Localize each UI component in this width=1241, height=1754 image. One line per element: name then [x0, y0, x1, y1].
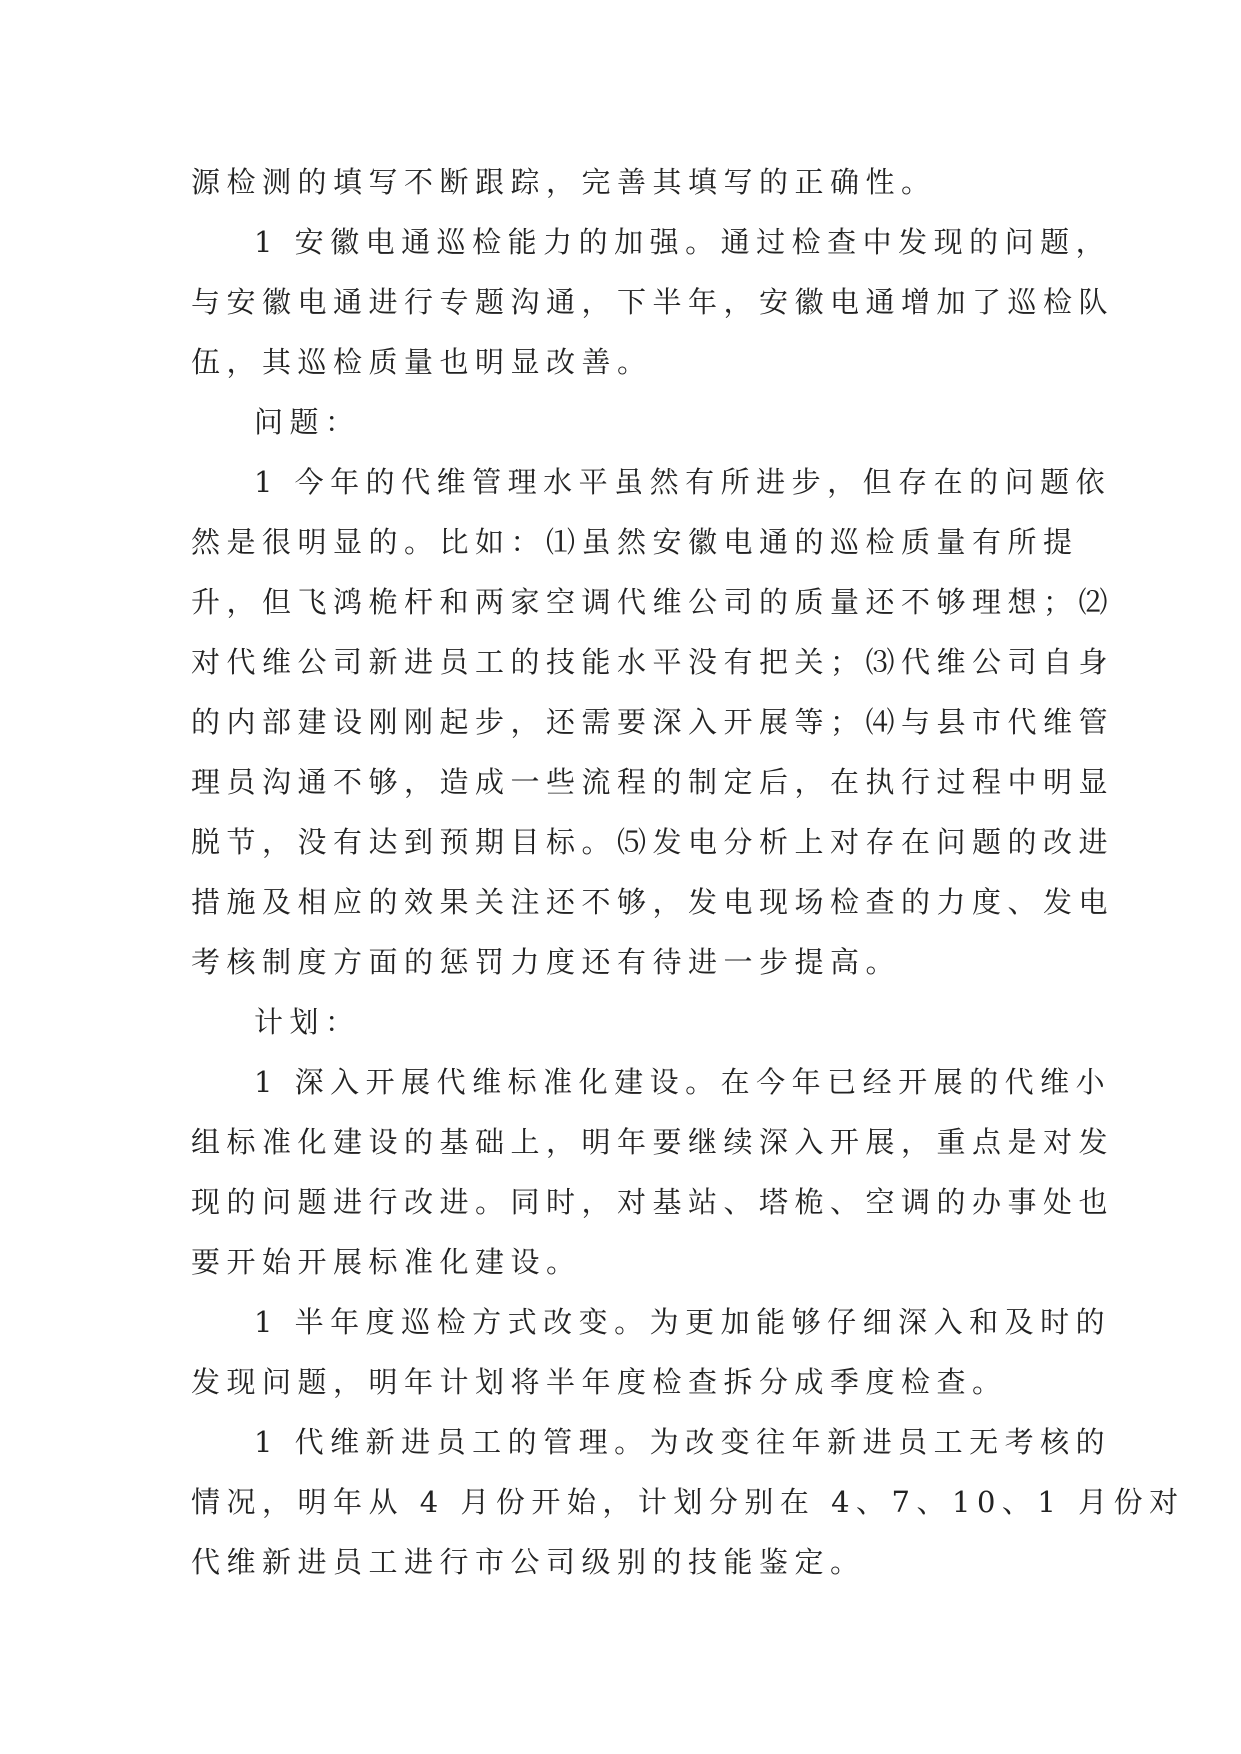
text-line: 组标准化建设的基础上，明年要继续深入开展，重点是对发 — [191, 1125, 1115, 1159]
text-line: 源检测的填写不断跟踪，完善其填写的正确性。 — [191, 165, 937, 199]
text-line: 1 代维新进员工的管理。为改变往年新进员工无考核的 — [254, 1425, 1112, 1459]
text-line: 对代维公司新进员工的技能水平没有把关；⑶代维公司自身 — [191, 645, 1115, 679]
text-line: 升，但飞鸿桅杆和两家空调代维公司的质量还不够理想；⑵ — [191, 585, 1115, 619]
text-line: 然是很明显的。比如：⑴虽然安徽电通的巡检质量有所提 — [191, 525, 1079, 559]
text-line: 代维新进员工进行市公司级别的技能鉴定。 — [191, 1545, 866, 1579]
text-line: 1 安徽电通巡检能力的加强。通过检查中发现的问题， — [254, 225, 1112, 259]
section-heading: 问题： — [254, 405, 361, 439]
text-line: 脱节，没有达到预期目标。⑸发电分析上对存在问题的改进 — [191, 825, 1115, 859]
text-line: 的内部建设刚刚起步，还需要深入开展等；⑷与县市代维管 — [191, 705, 1115, 739]
text-line: 要开始开展标准化建设。 — [191, 1245, 582, 1279]
section-heading: 计划： — [254, 1005, 361, 1039]
text-line: 发现问题，明年计划将半年度检查拆分成季度检查。 — [191, 1365, 1008, 1399]
text-line: 理员沟通不够，造成一些流程的制定后，在执行过程中明显 — [191, 765, 1115, 799]
text-line: 1 深入开展代维标准化建设。在今年已经开展的代维小 — [254, 1065, 1112, 1099]
text-line: 伍，其巡检质量也明显改善。 — [191, 345, 653, 379]
text-line: 1 今年的代维管理水平虽然有所进步，但存在的问题依 — [254, 465, 1112, 499]
text-line: 现的问题进行改进。同时，对基站、塔桅、空调的办事处也 — [191, 1185, 1115, 1219]
text-line: 情况，明年从 4 月份开始，计划分别在 4、7、10、1 月份对 — [191, 1485, 1185, 1519]
text-line: 1 半年度巡检方式改变。为更加能够仔细深入和及时的 — [254, 1305, 1112, 1339]
text-line: 措施及相应的效果关注还不够，发电现场检查的力度、发电 — [191, 885, 1115, 919]
text-line: 与安徽电通进行专题沟通，下半年，安徽电通增加了巡检队 — [191, 285, 1115, 319]
text-line: 考核制度方面的惩罚力度还有待进一步提高。 — [191, 945, 902, 979]
